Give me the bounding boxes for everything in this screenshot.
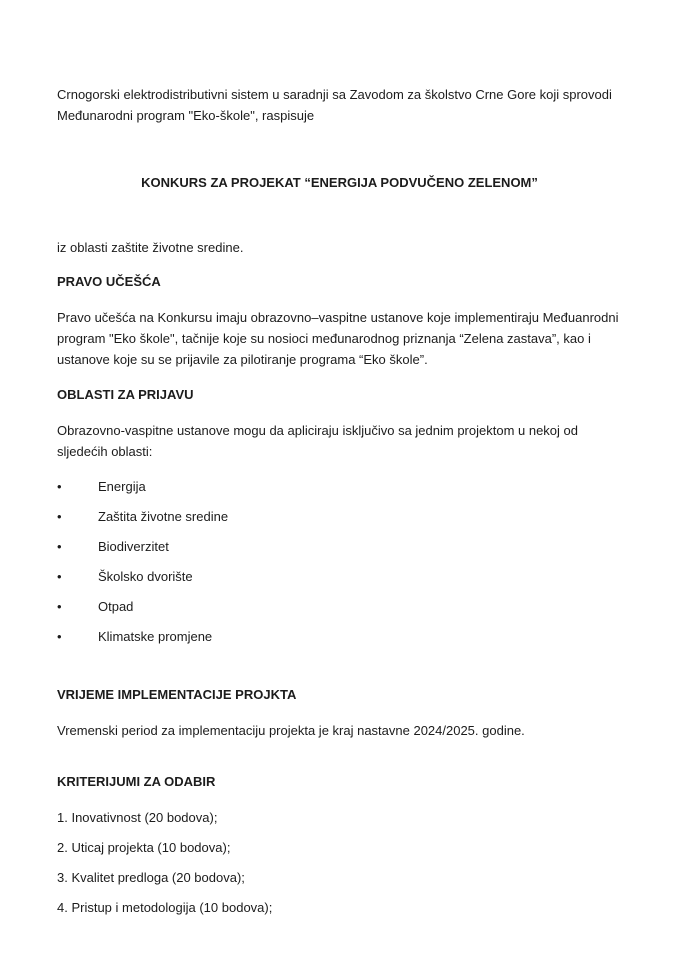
document-title: KONKURS ZA PROJEKAT “ENERGIJA PODVUČENO ZELENOM”: [141, 175, 538, 190]
bullet-icon: •: [57, 629, 62, 644]
list-item-text: Biodiverzitet: [98, 539, 169, 554]
section-heading-kriterijumi: KRITERIJUMI ZA ODABIR: [57, 774, 216, 789]
list-item: [57, 626, 622, 647]
vrijeme-body: Vremenski period za implementaciju projekta je kraj nastavne 2024/2025. godine.: [57, 723, 525, 738]
list-item: [57, 596, 622, 617]
areas-list: [57, 476, 622, 647]
list-item-text: Otpad: [98, 599, 134, 614]
section-heading-pravo-ucesca: PRAVO UČEŠĆA: [57, 274, 161, 289]
bullet-icon: •: [57, 569, 62, 584]
intro-paragraph: Crnogorski elektrodistributivni sistem u saradnji sa Zavodom za školstvo Crne Gore koji sprovodi Međunarodni program "Eko-škole", raspisuje: [57, 87, 612, 123]
bullet-icon: •: [57, 479, 62, 494]
list-item-text: Školsko dvorište: [98, 569, 193, 584]
oblasti-body: Obrazovno-vaspitne ustanove mogu da apliciraju isključivo sa jednim projektom u nekoj od sljedećih oblasti:: [57, 423, 578, 459]
section-heading-oblasti: OBLASTI ZA PRIJAVU: [57, 387, 194, 402]
bullet-icon: •: [57, 539, 62, 554]
bullet-icon: •: [57, 599, 62, 614]
list-item: [57, 536, 622, 557]
subtitle: iz oblasti zaštite životne sredine.: [57, 240, 244, 255]
bullet-icon: •: [57, 509, 62, 524]
list-item-text: Zaštita životne sredine: [98, 509, 229, 524]
list-item: [57, 476, 622, 497]
criteria-list: [57, 807, 622, 918]
criteria-item: 2. Uticaj projekta (10 bodova);: [57, 840, 231, 855]
criteria-item: 3. Kvalitet predloga (20 bodova);: [57, 870, 245, 885]
pravo-ucesca-body: Pravo učešća na Konkursu imaju obrazovno–vaspitne ustanove koje implementiraju Međuanrodni program "Eko škole", tačnije koje su nosioci međunarodnog priznanja “Zelena zastava”, kao i ustanove koje su se prijavile za pilotiranje programa “Eko škole”.: [57, 310, 619, 367]
list-item: [57, 566, 622, 587]
criteria-item: 1. Inovativnost (20 bodova);: [57, 810, 218, 825]
criteria-item: 4. Pristup i metodologija (10 bodova);: [57, 900, 273, 915]
list-item: [57, 506, 622, 527]
section-heading-vrijeme: VRIJEME IMPLEMENTACIJE PROJKTA: [57, 687, 297, 702]
list-item-text: Energija: [98, 479, 146, 494]
list-item-text: Klimatske promjene: [98, 629, 213, 644]
